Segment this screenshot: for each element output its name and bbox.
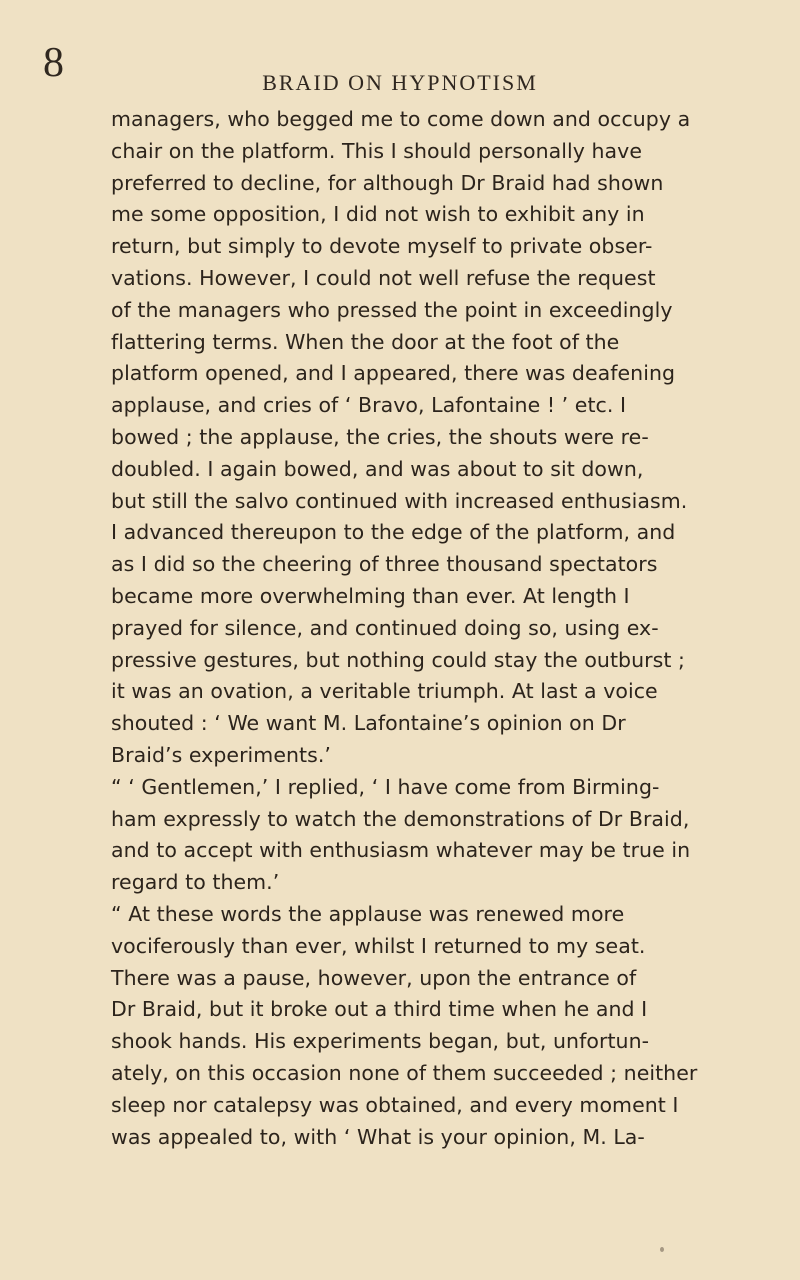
text-line: prayed for silence, and continued doing so, using ex- (111, 615, 659, 640)
text-line: ately, on this occasion none of them succeeded ; neither (111, 1060, 698, 1085)
text-line: as I did so the cheering of three thousand spectators (111, 552, 658, 577)
paper-speck (660, 1247, 664, 1252)
text-line: chair on the platform. This I should personally have (111, 138, 642, 163)
text-line: flattering terms. When the door at the foot of the (111, 329, 620, 354)
text-line: doubled. I again bowed, and was about to sit down, (111, 456, 644, 481)
body-text (111, 104, 746, 1153)
text-line: pressive gestures, but nothing could stay the outburst ; (111, 647, 685, 672)
text-line: shouted : ‘ We want M. Lafontaine’s opinion on Dr (111, 711, 626, 736)
text-line: and to accept with enthusiasm whatever may be true in (111, 838, 691, 863)
text-line: “ ‘ Gentlemen,’ I replied, ‘ I have come from Birming- (111, 774, 660, 799)
text-line: ham expressly to watch the demonstrations of Dr Braid, (111, 806, 690, 831)
text-line: was appealed to, with ‘ What is your opinion, M. La- (111, 1124, 645, 1149)
text-line: There was a pause, however, upon the entrance of (111, 965, 637, 990)
text-line: Braid’s experiments.’ (111, 742, 331, 767)
text-line: I advanced thereupon to the edge of the platform, and (111, 520, 676, 545)
text-line: vociferously than ever, whilst I returned to my seat. (111, 933, 646, 958)
text-line: sleep nor catalepsy was obtained, and every moment I (111, 1092, 679, 1117)
text-line: platform opened, and I appeared, there was deafening (111, 361, 676, 386)
text-line: applause, and cries of ‘ Bravo, Lafontaine ! ’ etc. I (111, 393, 627, 418)
page-number: 8 (43, 40, 64, 86)
text-line: Dr Braid, but it broke out a third time when he and I (111, 997, 648, 1022)
text-line: regard to them.’ (111, 870, 280, 895)
text-line: vations. However, I could not well refuse the request (111, 265, 656, 290)
text-line: preferred to decline, for although Dr Braid had shown (111, 170, 664, 195)
running-head: BRAID ON HYPNOTISM (262, 70, 538, 95)
text-line: it was an ovation, a veritable triumph. At last a voice (111, 679, 658, 704)
text-line: shook hands. His experiments began, but, unfortun- (111, 1029, 650, 1054)
text-line: me some opposition, I did not wish to exhibit any in (111, 202, 645, 227)
text-line: bowed ; the applause, the cries, the shouts were re- (111, 424, 649, 449)
text-line: became more overwhelming than ever. At length I (111, 583, 630, 608)
text-line: “ At these words the applause was renewed more (111, 901, 625, 926)
text-line: of the managers who pressed the point in exceedingly (111, 297, 673, 322)
text-line: return, but simply to devote myself to private obser- (111, 234, 653, 259)
text-line: but still the salvo continued with increased enthusiasm. (111, 488, 688, 513)
text-line: managers, who begged me to come down and occupy a (111, 107, 691, 131)
